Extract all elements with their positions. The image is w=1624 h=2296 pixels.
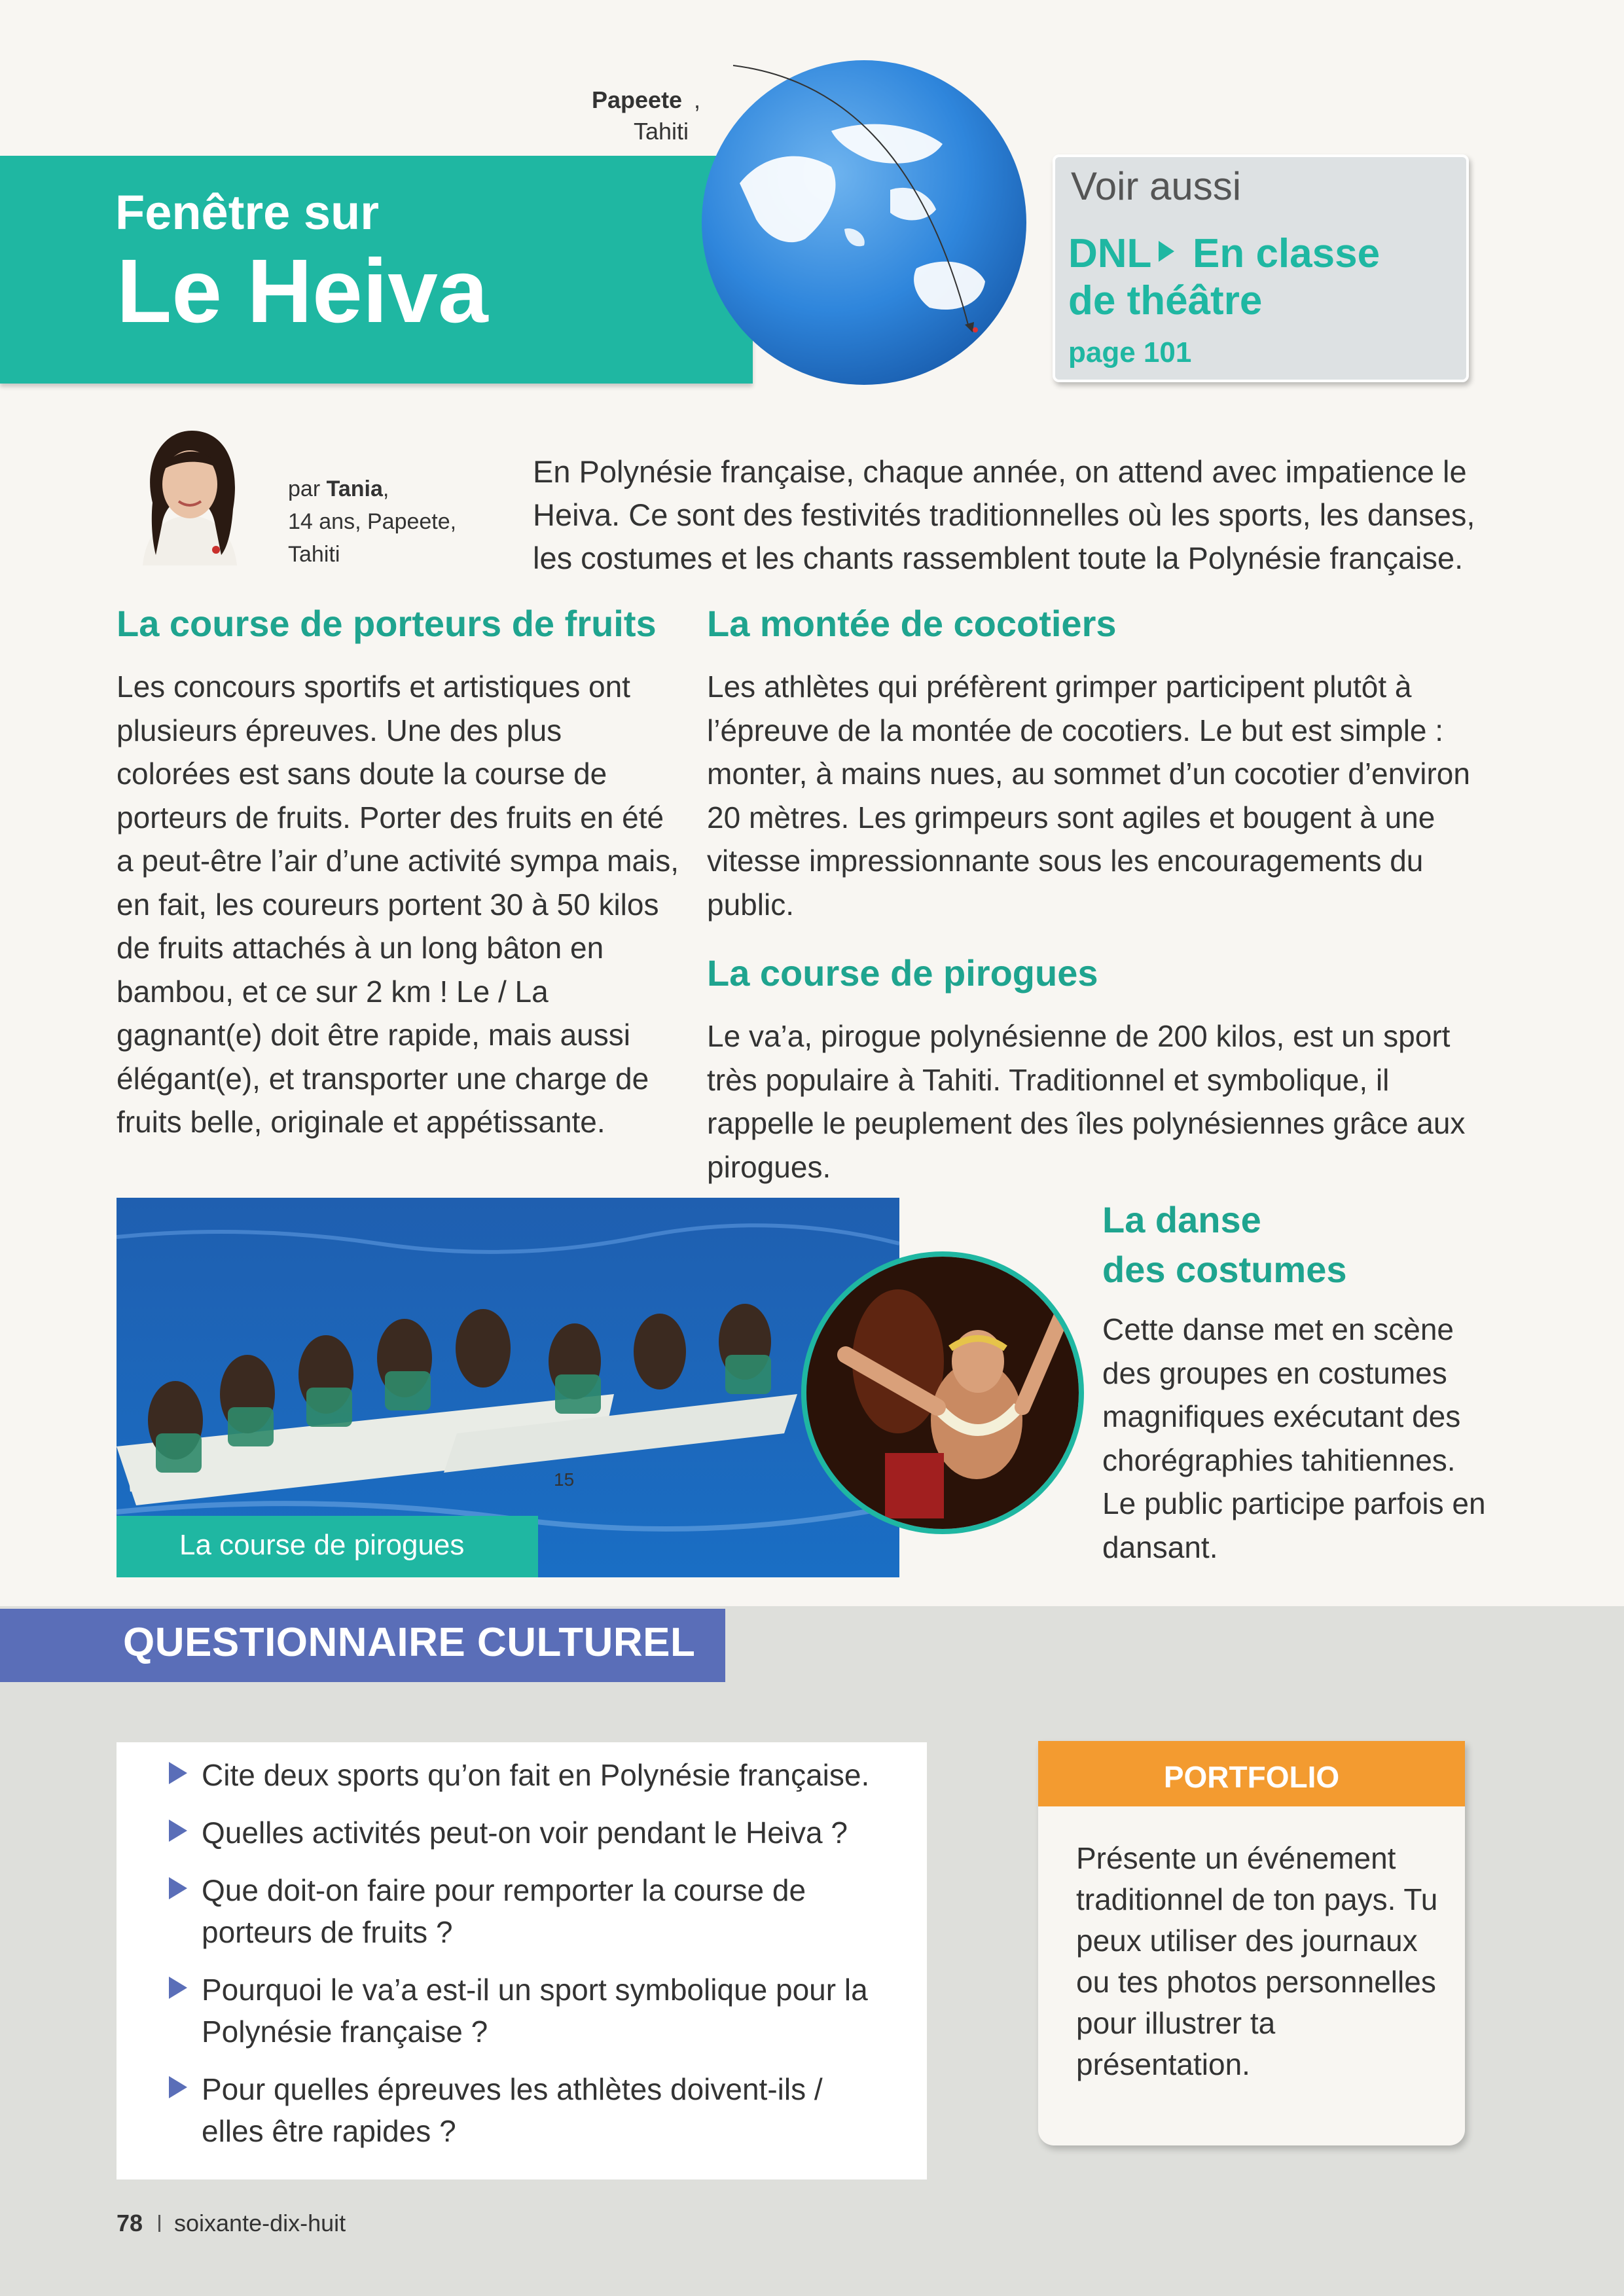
play-arrow-icon [1159,241,1174,262]
see-also-title: Voir aussi [1071,164,1242,208]
section-title-fruits: La course de porteurs de fruits [117,603,657,644]
globe-illustration [694,52,1034,393]
author-name: Tania [326,476,383,501]
question-item: Que doit-on faire pour remporter la course de porteurs de fruits ? [202,1873,806,1949]
portfolio-text: Présente un événement traditionnel de ton pays. Tu peux utiliser des journaux ou tes photos personnelles pour illustrer ta présentation. [1076,1841,1438,2081]
section-title-pirogues: La course de pirogues [707,952,1098,994]
bullet-triangle-icon [169,2076,187,2098]
see-also-link-title-2[interactable]: de théâtre [1068,278,1263,323]
section-text-fruits: Les concours sportifs et artistiques ont plusieurs épreuves. Une des plus colorées est sans doute la course de porteurs de fruits. Porter des fruits en été a peut-être l’air d’une activité sympa mais, en fait, les coureurs portent 30 à 50 kilos de fruits attachés à un long bâton en bambou, et ce sur 2 km ! Le / La gagnant(e) doit être rapide, mais aussi élégant(e), et transporter une charge de fruits belle, originale et appétissante. [117,670,679,1139]
location-city: Papeete [592,86,683,113]
portfolio-title: PORTFOLIO [1163,1760,1340,1794]
see-also-page[interactable]: page 101 [1068,336,1192,368]
question-item: Cite deux sports qu’on fait en Polynésie française. [202,1758,870,1792]
author-age-city: 14 ans, Papeete, [288,509,457,534]
canoe-number: 15 [554,1469,575,1490]
photo-caption: La course de pirogues [179,1529,465,1561]
bullet-triangle-icon [169,1820,187,1842]
section-title-danse-line2: des costumes [1102,1249,1347,1290]
section-text-pirogues: Le va’a, pirogue polynésienne de 200 kilos, est un sport très populaire à Tahiti. Traditionnel et symbolique, il rappelle le peuplement des îles polynésiennes grâce aux pirogues. [707,1019,1466,1184]
see-also-link-title[interactable]: En classe [1193,231,1380,276]
author-island: Tahiti [288,542,340,567]
author-credit [288,473,456,571]
intro-paragraph: En Polynésie française, chaque année, on attend avec impatience le Heiva. Ce sont des festivités traditionnelles où les sports, les danses, les costumes et les chants rassemblent toute la Polynésie française. [533,454,1475,575]
bullet-triangle-icon [169,1762,187,1784]
location-country: Tahiti [634,118,689,145]
question-item: Pour quelles épreuves les athlètes doivent-ils / elles être rapides ? [202,2072,823,2148]
questionnaire-title: QUESTIONNAIRE CULTUREL [123,1620,696,1665]
page-title: Le Heiva [117,241,488,342]
section-text-danse: Cette danse met en scène des groupes en costumes magnifiques exécutant des chorégraphies tahitiennes. Le public participe parfois en dansant. [1102,1312,1486,1564]
section-title-danse [1102,1195,1347,1295]
bullet-triangle-icon [169,1977,187,1999]
photo-dancer [801,1251,1084,1534]
author-avatar [117,424,262,565]
section-title-danse-line1: La danse [1102,1199,1261,1240]
section-title-cocotiers: La montée de cocotiers [707,603,1117,644]
question-item: Quelles activités peut-on voir pendant le Heiva ? [202,1816,848,1850]
author-suffix: , [382,476,389,501]
footer-separator [158,2215,160,2232]
location-comma: , [694,86,701,113]
author-prefix: par [288,476,327,501]
page-number-words: soixante-dix-huit [174,2210,346,2236]
bullet-triangle-icon [169,1877,187,1899]
title-small: Fenêtre sur [115,185,380,240]
question-item: Pourquoi le va’a est-il un sport symbolique pour la Polynésie française ? [202,1973,868,2049]
page-number: 78 [117,2210,143,2236]
section-text-cocotiers: Les athlètes qui préfèrent grimper participent plutôt à l’épreuve de la montée de cocotiers. Le but est simple : monter, à mains nues, au sommet d’un cocotier d’environ 20 mètres. Les grimpeurs sont agiles et bougent à une vitesse impressionnante sous les encouragements du public. [707,670,1470,922]
see-also-link-dnl[interactable]: DNL [1068,231,1152,276]
